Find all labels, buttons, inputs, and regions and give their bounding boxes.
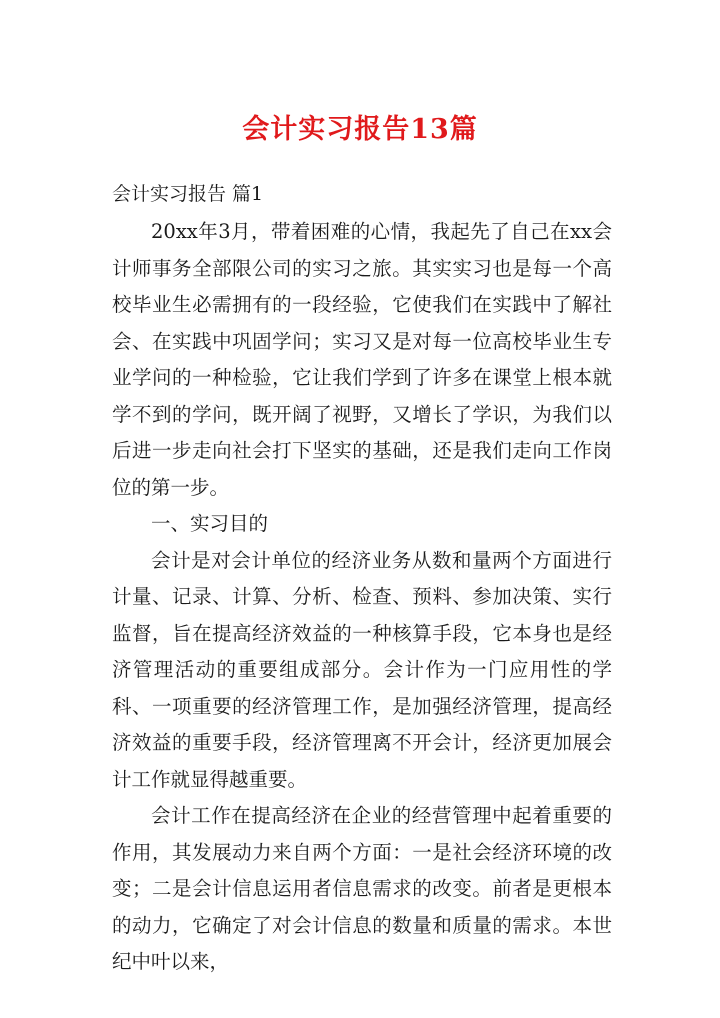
section-heading-purpose: 一、实习目的 [151,512,269,535]
paragraph-accounting-definition: 会计是对会计单位的经济业务从数和量两个方面进行计量、记录、计算、分析、检查、预料、参加决策、实行监督，旨在提高经济效益的一种核算手段，它本身也是经济管理活动的重要组成部分。会计作为一门应用性的学科、一项重要的经济管理工作，是加强经济管理，提高经济效益的重要手段，经济管理离不开会计，经济更加展会计工作就显得越重要。 [112,548,612,791]
document-body [112,214,612,981]
paragraph-intro: 20xx年3月，带着困难的心情，我起先了自己在xx会计师事务全部限公司的实习之旅。其实实习也是每一个高校毕业生必需拥有的一段经验，它使我们在实践中了解社会、在实践中巩固学问；实习又是对每一位高校毕业生专业学问的一种检验，它让我们学到了许多在课堂上根本就学不到的学问，既开阔了视野，又增长了学识，为我们以后进一步走向社会打下坚实的基础，还是我们走向工作岗位的第一步。 [112,220,612,499]
paragraph-accounting-role: 会计工作在提高经济在企业的经营管理中起着重要的作用，其发展动力来自两个方面：一是社会经济环境的改变；二是会计信息运用者信息需求的改变。前者是更根本的动力，它确定了对会计信息的数量和质量的需求。本世纪中叶以来， [112,804,612,973]
document-title: 会计实习报告13篇 [242,114,478,145]
section-subtitle: 会计实习报告 篇1 [112,183,264,205]
